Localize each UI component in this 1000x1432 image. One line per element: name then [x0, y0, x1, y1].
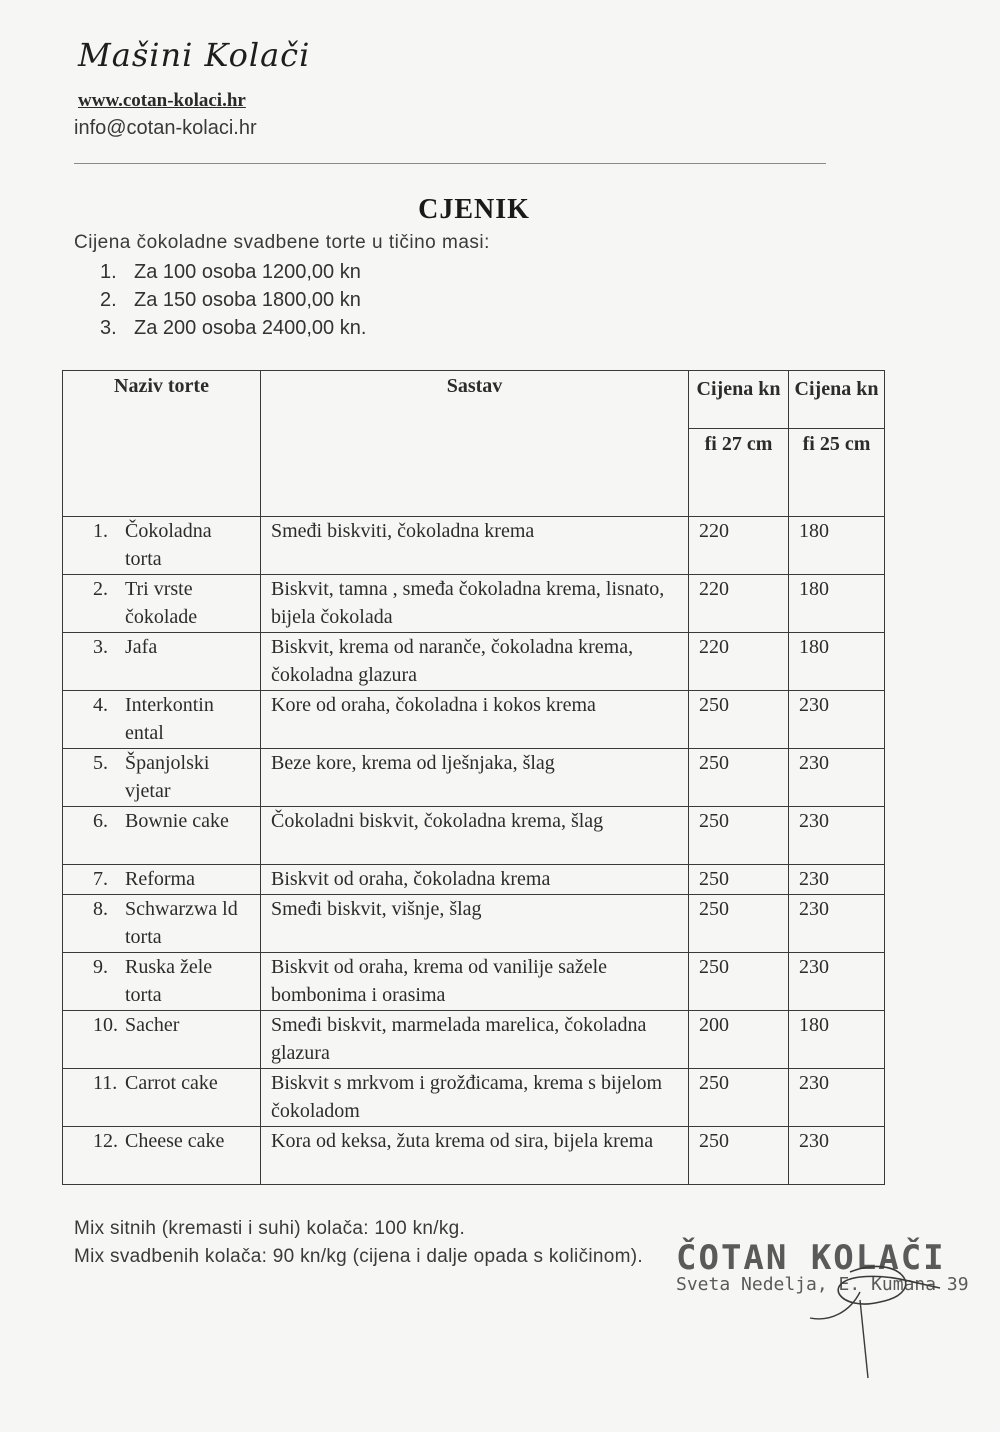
website-link[interactable]: www.cotan-kolaci.hr — [78, 90, 246, 111]
stamp-company-name: ČOTAN KOLAČI — [676, 1238, 946, 1278]
price-27cm: 220 — [689, 575, 789, 633]
table-row: 9. Ruska žele torta Biskvit od oraha, krema od vanilije sažele bombonima i orasima 250 230 — [63, 953, 885, 1011]
table-row: 11. Carrot cake Biskvit s mrkvom i grožđicama, krema s bijelom čokoladom 250 230 — [63, 1069, 885, 1127]
cake-composition: Smeđi biskvit, marmelada marelica, čokoladna glazura — [261, 1011, 689, 1069]
price-25cm: 230 — [789, 1069, 885, 1127]
price-27cm: 250 — [689, 865, 789, 895]
mix-small-cakes-note: Mix sitnih (kremasti i suhi) kolača: 100 kn/kg. — [74, 1218, 466, 1239]
header-cake-name: Naziv torte — [63, 371, 261, 517]
price-27cm: 250 — [689, 895, 789, 953]
cake-composition: Čokoladni biskvit, čokoladna krema, šlag — [261, 807, 689, 865]
cake-name: Reforma — [125, 868, 195, 890]
logo-text: Mašini Kolači — [78, 36, 311, 74]
cake-price-table — [62, 370, 885, 1185]
cake-name: Čokoladna torta — [125, 520, 212, 570]
cake-name: Cheese cake — [125, 1130, 225, 1152]
cake-name: Sacher — [125, 1014, 180, 1036]
header-composition: Sastav — [261, 371, 689, 517]
price-27cm: 200 — [689, 1011, 789, 1069]
price-25cm: 230 — [789, 749, 885, 807]
table-row: 3. Jafa Biskvit, krema od naranče, čokoladna krema, čokoladna glazura 220 180 — [63, 633, 885, 691]
cake-composition: Biskvit, krema od naranče, čokoladna krema, čokoladna glazura — [261, 633, 689, 691]
cake-composition: Biskvit, tamna , smeđa čokoladna krema, lisnato, bijela čokolada — [261, 575, 689, 633]
cake-name: Interkontin ental — [125, 694, 214, 744]
cake-name: Bownie cake — [125, 810, 229, 832]
price-27cm: 250 — [689, 1069, 789, 1127]
header-price-b: Cijena kn — [789, 371, 885, 429]
table-row: 2. Tri vrste čokolade Biskvit, tamna , smeđa čokoladna krema, lisnato, bijela čokolada 220 180 — [63, 575, 885, 633]
header-divider — [74, 163, 826, 164]
price-27cm: 220 — [689, 633, 789, 691]
stamp-address: Sveta Nedelja, E. Kumana 39 — [676, 1274, 969, 1295]
price-27cm: 250 — [689, 691, 789, 749]
price-27cm: 220 — [689, 517, 789, 575]
cake-composition: Biskvit od oraha, krema od vanilije sažele bombonima i orasima — [261, 953, 689, 1011]
cake-name: Schwarzwa ld torta — [125, 898, 238, 948]
table-row: 5. Španjolski vjetar Beze kore, krema od lješnjaka, šlag 250 230 — [63, 749, 885, 807]
price-27cm: 250 — [689, 749, 789, 807]
table-row: 1. Čokoladna torta Smeđi biskviti, čokoladna krema 220 180 — [63, 517, 885, 575]
price-27cm: 250 — [689, 807, 789, 865]
cake-composition: Beze kore, krema od lješnjaka, šlag — [261, 749, 689, 807]
price-25cm: 180 — [789, 517, 885, 575]
signature-icon — [700, 1252, 950, 1382]
cake-composition: Smeđi biskviti, čokoladna krema — [261, 517, 689, 575]
cake-name: Carrot cake — [125, 1072, 218, 1094]
header-size-a: fi 27 cm — [689, 429, 789, 517]
header-size-b: fi 25 cm — [789, 429, 885, 517]
list-item: 1. Za 100 osoba 1200,00 kn — [100, 261, 361, 283]
wedding-price-list — [100, 258, 366, 342]
price-25cm: 230 — [789, 865, 885, 895]
cake-composition: Kora od keksa, žuta krema od sira, bijela krema — [261, 1127, 689, 1185]
price-25cm: 230 — [789, 895, 885, 953]
cake-composition: Biskvit od oraha, čokoladna krema — [261, 865, 689, 895]
price-25cm: 230 — [789, 691, 885, 749]
price-27cm: 250 — [689, 1127, 789, 1185]
list-item: 3. Za 200 osoba 2400,00 kn. — [100, 317, 367, 339]
price-25cm: 230 — [789, 807, 885, 865]
table-row: 12. Cheese cake Kora od keksa, žuta krema od sira, bijela krema 250 230 — [63, 1127, 885, 1185]
price-25cm: 180 — [789, 575, 885, 633]
page-title: CJENIK — [418, 194, 530, 225]
cake-composition: Smeđi biskvit, višnje, šlag — [261, 895, 689, 953]
cake-composition: Kore od oraha, čokoladna i kokos krema — [261, 691, 689, 749]
price-25cm: 180 — [789, 1011, 885, 1069]
cake-name: Španjolski vjetar — [125, 752, 210, 802]
table-row: 10. Sacher Smeđi biskvit, marmelada marelica, čokoladna glazura 200 180 — [63, 1011, 885, 1069]
mix-wedding-cakes-note: Mix svadbenih kolača: 90 kn/kg (cijena i dalje opada s količinom). — [74, 1246, 643, 1267]
table-row: 6. Bownie cake Čokoladni biskvit, čokoladna krema, šlag 250 230 — [63, 807, 885, 865]
cake-name: Ruska žele torta — [125, 956, 213, 1006]
list-item: 2. Za 150 osoba 1800,00 kn — [100, 289, 361, 311]
cake-name: Tri vrste čokolade — [125, 578, 198, 628]
price-25cm: 230 — [789, 953, 885, 1011]
cake-composition: Biskvit s mrkvom i grožđicama, krema s bijelom čokoladom — [261, 1069, 689, 1127]
table-row: 8. Schwarzwa ld torta Smeđi biskvit, višnje, šlag 250 230 — [63, 895, 885, 953]
intro-text: Cijena čokoladne svadbene torte u tičino masi: — [74, 232, 490, 253]
price-25cm: 230 — [789, 1127, 885, 1185]
price-25cm: 180 — [789, 633, 885, 691]
table-row: 4. Interkontin ental Kore od oraha, čokoladna i kokos krema 250 230 — [63, 691, 885, 749]
header-price-a: Cijena kn — [689, 371, 789, 429]
cake-name: Jafa — [125, 636, 158, 658]
table-row: 7. Reforma Biskvit od oraha, čokoladna krema 250 230 — [63, 865, 885, 895]
price-27cm: 250 — [689, 953, 789, 1011]
email-address[interactable]: info@cotan-kolaci.hr — [74, 117, 257, 139]
